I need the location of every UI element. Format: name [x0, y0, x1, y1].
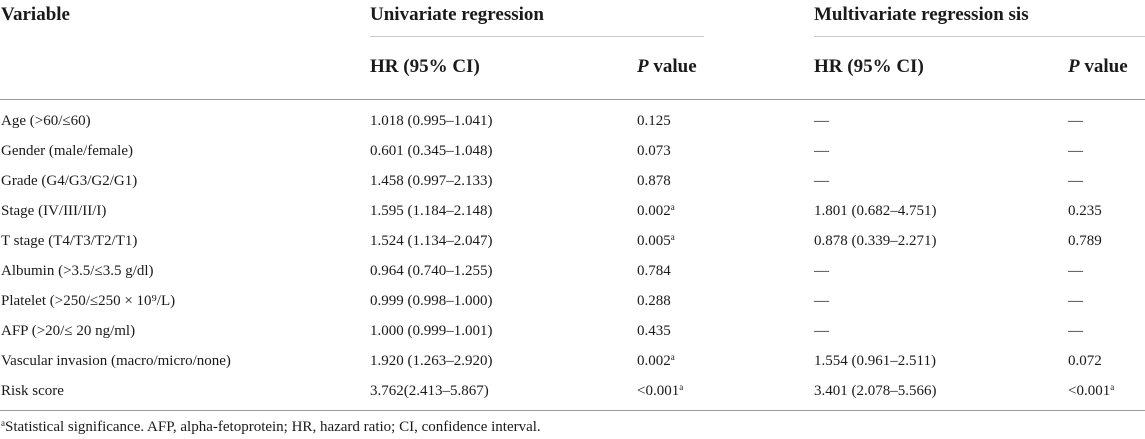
- table-bottom-rule: [0, 410, 1145, 411]
- uni-p-value: 0.002: [637, 203, 671, 219]
- table-footnote: [1, 419, 541, 436]
- uni-p-value: <0.001: [637, 383, 680, 399]
- uni-p-value: 0.878: [637, 173, 671, 189]
- header-multi-p-italic: P: [1068, 56, 1080, 77]
- cell-uni-p: [637, 318, 671, 344]
- cell-uni-hr: 1.595 (1.184–2.148): [370, 203, 493, 219]
- cell-variable: Risk score: [1, 383, 64, 399]
- cell-multi-hr: 1.554 (0.961–2.511): [814, 353, 936, 369]
- multi-p-value: 0.789: [1068, 233, 1102, 249]
- multi-p-sig: a: [1110, 382, 1115, 392]
- footnote-marker: a: [1, 418, 5, 428]
- cell-multi-p: [1068, 288, 1083, 314]
- multi-p-value: —: [1068, 263, 1083, 279]
- header-multi-p: [1068, 56, 1128, 78]
- uni-p-sig: a: [679, 382, 684, 392]
- cell-uni-p: [637, 258, 671, 284]
- cell-uni-p: [637, 288, 671, 314]
- cell-uni-hr: 0.999 (0.998–1.000): [370, 293, 493, 309]
- multi-p-value: —: [1068, 173, 1083, 189]
- cell-multi-p: [1068, 258, 1083, 284]
- cell-multi-hr: 3.401 (2.078–5.566): [814, 383, 937, 399]
- cell-multi-p: [1068, 348, 1102, 374]
- cell-multi-p: [1068, 198, 1102, 224]
- header-univariate: Univariate regression: [370, 4, 544, 25]
- cell-uni-hr: 0.601 (0.345–1.048): [370, 143, 493, 159]
- uni-p-value: 0.002: [637, 353, 671, 369]
- table-row: [0, 348, 1145, 374]
- cell-uni-hr: 3.762(2.413–5.867): [370, 383, 489, 399]
- footnote-text: Statistical significance. AFP, alpha-fetoprotein; HR, hazard ratio; CI, confidence interval.: [5, 419, 541, 435]
- cell-variable: AFP (>20/≤ 20 ng/ml): [1, 323, 136, 339]
- cell-variable: Albumin (>3.5/≤3.5 g/dl): [1, 263, 154, 279]
- table-row: [0, 198, 1145, 224]
- cell-multi-hr: —: [814, 323, 829, 339]
- multi-p-value: —: [1068, 143, 1083, 159]
- cell-multi-hr: 1.801 (0.682–4.751): [814, 203, 937, 219]
- table-row: [0, 228, 1145, 254]
- multivariate-underline: [814, 36, 1145, 37]
- header-rule: [0, 99, 1145, 100]
- uni-p-value: 0.073: [637, 143, 671, 159]
- table-row: [0, 288, 1145, 314]
- uni-p-value: 0.005: [637, 233, 671, 249]
- uni-p-sig: a: [670, 232, 675, 242]
- header-uni-p-rest: value: [648, 56, 697, 77]
- cell-multi-hr: —: [814, 113, 829, 129]
- cell-multi-p: [1068, 318, 1083, 344]
- table-row: [0, 378, 1145, 404]
- header-multivariate: Multivariate regression sis: [814, 4, 1029, 25]
- cell-uni-p: [637, 378, 683, 404]
- cell-variable: Gender (male/female): [1, 143, 134, 159]
- header-multi-hr: HR (95% CI): [814, 56, 924, 77]
- cell-uni-p: [637, 198, 675, 224]
- header-multi-p-rest: value: [1079, 56, 1128, 77]
- uni-p-value: 0.435: [637, 323, 671, 339]
- cell-variable: T stage (T4/T3/T2/T1): [1, 233, 138, 249]
- cell-variable: Platelet (>250/≤250 × 10⁹/L): [1, 293, 176, 309]
- cell-uni-p: [637, 168, 671, 194]
- cell-uni-hr: 1.920 (1.263–2.920): [370, 353, 493, 369]
- uni-p-sig: a: [670, 352, 675, 362]
- cell-multi-hr: —: [814, 173, 829, 189]
- cell-multi-p: [1068, 168, 1083, 194]
- cell-uni-p: [637, 138, 671, 164]
- cell-uni-p: [637, 228, 675, 254]
- multi-p-value: —: [1068, 293, 1083, 309]
- multi-p-value: <0.001: [1068, 383, 1111, 399]
- cell-multi-hr: 0.878 (0.339–2.271): [814, 233, 937, 249]
- cell-uni-hr: 1.018 (0.995–1.041): [370, 113, 493, 129]
- cell-uni-hr: 1.458 (0.997–2.133): [370, 173, 493, 189]
- cell-variable: Vascular invasion (macro/micro/none): [1, 353, 231, 369]
- table-row: [0, 138, 1145, 164]
- cell-multi-hr: —: [814, 143, 829, 159]
- cell-variable: Stage (IV/III/II/I): [1, 203, 107, 219]
- cell-multi-p: [1068, 108, 1083, 134]
- uni-p-sig: a: [670, 202, 675, 212]
- cell-multi-p: [1068, 228, 1102, 254]
- cell-uni-hr: 1.524 (1.134–2.047): [370, 233, 493, 249]
- cell-multi-hr: —: [814, 263, 829, 279]
- table-row: [0, 108, 1145, 134]
- table-row: [0, 168, 1145, 194]
- cell-uni-hr: 0.964 (0.740–1.255): [370, 263, 493, 279]
- cell-variable: Age (>60/≤60): [1, 113, 91, 129]
- header-variable: Variable: [1, 4, 70, 25]
- table-row: [0, 318, 1145, 344]
- cell-uni-p: [637, 348, 675, 374]
- uni-p-value: 0.125: [637, 113, 671, 129]
- cell-multi-p: [1068, 138, 1083, 164]
- cell-multi-hr: —: [814, 293, 829, 309]
- header-uni-p: [637, 56, 697, 78]
- univariate-underline: [370, 36, 704, 37]
- multi-p-value: 0.235: [1068, 203, 1102, 219]
- multi-p-value: —: [1068, 113, 1083, 129]
- header-uni-hr: HR (95% CI): [370, 56, 480, 77]
- cell-variable: Grade (G4/G3/G2/G1): [1, 173, 138, 189]
- cell-multi-p: [1068, 378, 1114, 404]
- cell-uni-hr: 1.000 (0.999–1.001): [370, 323, 493, 339]
- multi-p-value: —: [1068, 323, 1083, 339]
- uni-p-value: 0.784: [637, 263, 671, 279]
- cell-uni-p: [637, 108, 671, 134]
- table-row: [0, 258, 1145, 284]
- uni-p-value: 0.288: [637, 293, 671, 309]
- multi-p-value: 0.072: [1068, 353, 1102, 369]
- header-uni-p-italic: P: [637, 56, 649, 77]
